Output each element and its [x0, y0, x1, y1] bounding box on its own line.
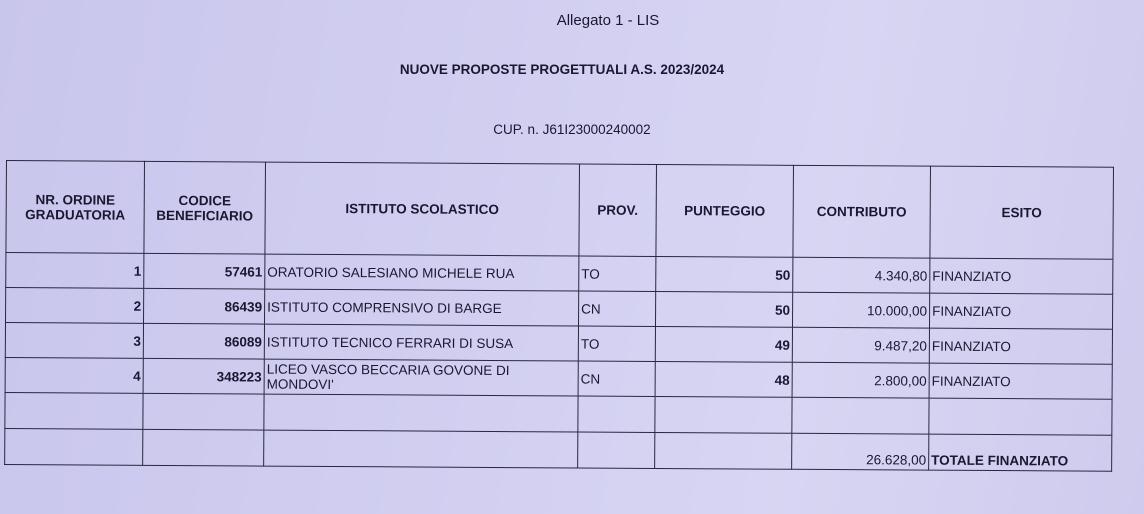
cell-istituto: ISTITUTO TECNICO FERRARI DI SUSA: [264, 324, 578, 361]
cell-punteggio: 49: [655, 326, 792, 362]
document-subtitle: Allegato 1 - LIS: [556, 12, 660, 29]
empty-cell: [792, 397, 929, 434]
cell-esito: FINANZIATO: [930, 258, 1113, 294]
cell-codice: 57461: [144, 253, 265, 289]
total-contributo: 26.628,00: [792, 433, 929, 470]
empty-cell: [578, 396, 655, 432]
col-header-punteggio: PUNTEGGIO: [656, 164, 794, 257]
empty-cell: [929, 398, 1112, 435]
cell-nr: 3: [5, 323, 143, 359]
empty-cell: [143, 429, 264, 466]
cell-nr: 1: [6, 253, 144, 289]
cell-esito: FINANZIATO: [929, 293, 1112, 329]
document-title: NUOVE PROPOSTE PROGETTUALI A.S. 2023/2024: [399, 62, 725, 77]
col-header-codice: CODICE BENEFICIARIO: [144, 161, 266, 254]
col-header-prov: PROV.: [579, 164, 657, 256]
table-header-row: [6, 161, 1114, 260]
empty-cell: [655, 396, 792, 433]
col-header-contributo: CONTRIBUTO: [793, 165, 931, 258]
table-total-row: [5, 428, 1112, 471]
cell-istituto: ORATORIO SALESIANO MICHELE RUA: [265, 254, 579, 291]
cell-codice: 86439: [144, 288, 265, 324]
cell-contributo: 10.000,00: [792, 292, 929, 328]
empty-cell: [655, 432, 792, 469]
cell-istituto: LICEO VASCO BECCARIA GOVONE DI MONDOVI': [264, 359, 578, 396]
empty-cell: [5, 392, 143, 429]
col-header-nr: NR. ORDINE GRADUATORIA: [6, 161, 145, 254]
empty-cell: [264, 394, 578, 432]
empty-cell: [5, 428, 143, 465]
cell-codice: 86089: [143, 323, 264, 359]
col-header-esito: ESITO: [930, 166, 1114, 259]
cell-codice: 348223: [143, 358, 264, 394]
cell-prov: TO: [579, 256, 656, 291]
total-label: TOTALE FINANZIATO: [929, 434, 1112, 471]
empty-cell: [578, 432, 655, 468]
cell-punteggio: 50: [655, 291, 792, 327]
cell-prov: TO: [578, 326, 655, 361]
empty-cell: [264, 430, 578, 468]
cell-prov: CN: [578, 361, 655, 396]
col-header-istituto: ISTITUTO SCOLASTICO: [265, 162, 580, 256]
beneficiaries-table: [4, 160, 1114, 472]
cell-contributo: 2.800,00: [792, 362, 929, 398]
cell-esito: FINANZIATO: [929, 328, 1112, 364]
empty-cell: [143, 393, 264, 430]
cell-punteggio: 50: [656, 256, 793, 292]
cell-nr: 4: [5, 357, 143, 393]
cell-esito: FINANZIATO: [929, 363, 1112, 399]
cup-code: CUP. n. J61I23000240002: [493, 122, 651, 137]
cell-punteggio: 48: [655, 361, 792, 397]
cell-istituto: ISTITUTO COMPRENSIVO DI BARGE: [265, 289, 579, 326]
cell-prov: CN: [578, 291, 655, 326]
cell-nr: 2: [6, 288, 144, 324]
cell-contributo: 9.487,20: [792, 327, 929, 363]
cell-contributo: 4.340,80: [793, 257, 930, 293]
